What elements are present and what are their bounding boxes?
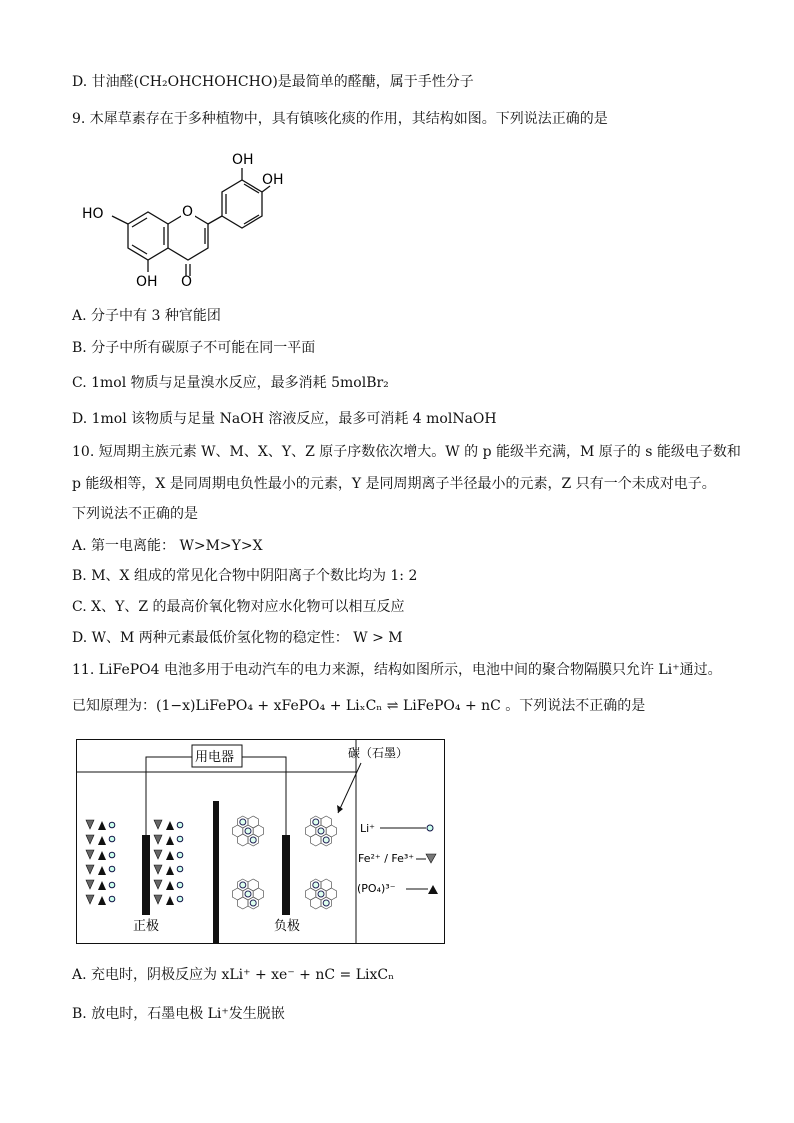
carbonyl-oxygen: O [181,274,193,290]
battery-diagram [76,739,446,945]
luteolin-structure [72,146,292,292]
question-10-stem-1: 10. 短周期主族元素 W、M、X、Y、Z 原子序数依次增大。W 的 p 能级半充满，M 原子的 s 能级电子数和 [72,444,741,460]
oh-top-label: OH [232,152,254,168]
ring-oxygen: O [182,204,194,220]
option-10c: C. X、Y、Z 的最高价氧化物对应水化物可以相互反应 [72,599,405,615]
option-11a: A. 充电时，阴极反应为 xLi⁺ + xe⁻ + nC = LixCₙ [72,967,395,983]
question-10-stem-2: p 能级相等，X 是同周期电负性最小的元素，Y 是同周期离子半径最小的元素，Z 只有一个未成对电子。 [72,476,716,492]
positive-electrode-label: 正极 [133,919,160,934]
option-9a: A. 分子中有 3 种官能团 [72,308,221,324]
question-9-stem: 9. 木犀草素存在于多种植物中，具有镇咳化痰的作用，其结构如图。下列说法正确的是 [72,111,608,127]
question-11-stem-1: 11. LiFePO4 电池多用于电动汽车的电力来源，结构如图所示，电池中间的聚合物隔膜只允许 Li⁺通过。 [72,662,722,678]
legend-po4-label: (PO₄)³⁻ [357,882,396,895]
li-ion-icon [427,825,433,831]
graphite-label: 碳（石墨） [348,746,409,760]
option-9b: B. 分子中所有碳原子不可能在同一平面 [72,340,316,356]
option-10d: D. W、M 两种元素最低价氢化物的稳定性： W > M [72,630,403,646]
option-9d: D. 1mol 该物质与足量 NaOH 溶液反应，最多可消耗 4 molNaOH [72,411,497,427]
ho-left-label: HO [82,206,104,222]
option-11b: B. 放电时，石墨电极 Li⁺发生脱嵌 [72,1006,285,1022]
question-11-stem-2: 已知原理为：(1−x)LiFePO₄ + xFePO₄ + LiₓCₙ ⇌ LiFePO₄ + nC 。下列说法不正确的是 [72,698,646,714]
option-9c: C. 1mol 物质与足量溴水反应，最多消耗 5molBr₂ [72,375,389,391]
question-10-stem-3: 下列说法不正确的是 [72,506,198,522]
legend-fe-label: Fe²⁺ / Fe³⁺ [358,852,415,865]
negative-electrode-label: 负极 [274,919,301,934]
oh-bottom-label: OH [136,274,158,290]
device-label: 用电器 [195,750,235,765]
option-9d-prev: D. 甘油醛(CH₂OHCHOHCHO)是最简单的醛醣，属于手性分子 [72,74,474,90]
oh-right-label: OH [262,172,284,188]
legend-li-label: Li⁺ [360,822,375,835]
option-10a: A. 第一电离能： W>M>Y>X [72,538,263,554]
option-10b: B. M、X 组成的常见化合物中阴阳离子个数比均为 1: 2 [72,568,418,584]
